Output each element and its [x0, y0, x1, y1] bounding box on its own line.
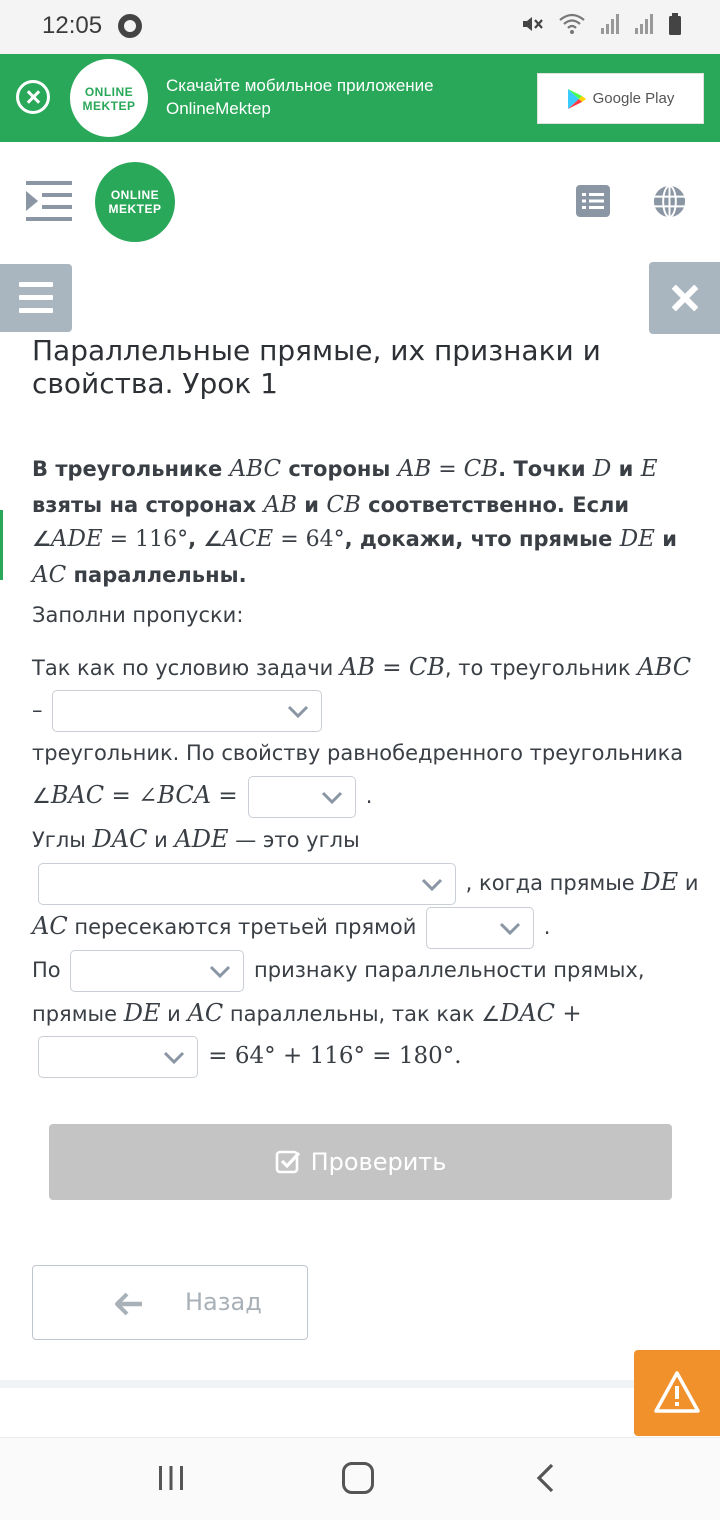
triangle-type-dropdown[interactable] [52, 690, 322, 732]
warning-icon [653, 1370, 701, 1414]
status-time: 12:05 [42, 12, 103, 39]
math-term: DAC [500, 999, 556, 1027]
math-term: D [592, 456, 612, 482]
status-bar [0, 0, 720, 54]
hamburger-icon-bar [19, 282, 53, 287]
math-term: AC [32, 912, 68, 940]
nav-back-icon[interactable] [534, 1462, 556, 1494]
math-term: ABC [637, 653, 692, 681]
math-operator: = [102, 527, 136, 552]
math-term: CB [463, 456, 499, 482]
exercise-text: и [147, 828, 175, 852]
exercise-text: . [359, 784, 373, 808]
signal-icon-1 [600, 12, 620, 36]
math-term: DAC [92, 825, 148, 853]
hamburger-icon-bar [19, 295, 53, 300]
mute-icon [520, 12, 544, 36]
chevron-down-icon [163, 1048, 185, 1066]
banner-logo [70, 59, 148, 137]
header-logo-line2: MEKTEP [108, 202, 162, 216]
math-number: 64° [305, 527, 345, 552]
home-icon[interactable] [342, 1462, 374, 1494]
banner-text-line2: OnlineMektep [166, 99, 271, 118]
report-problem-button[interactable] [634, 1350, 720, 1436]
banner-logo-line1: ONLINE [84, 85, 134, 99]
task-text: и [611, 457, 641, 481]
math-term: AB [397, 456, 432, 482]
banner-close-icon[interactable] [16, 80, 50, 114]
math-term: DE [641, 868, 679, 896]
chevron-down-icon [287, 702, 309, 720]
header-logo[interactable] [95, 162, 175, 242]
exercise-text: – [32, 698, 50, 722]
arrow-left-icon [115, 1292, 143, 1316]
exercise-text: . [454, 1043, 462, 1069]
google-play-label: Google Play [592, 90, 675, 107]
math-operator: = [201, 1043, 235, 1069]
math-operator: = [211, 783, 246, 809]
status-icons [520, 12, 682, 36]
chevron-down-icon [499, 919, 521, 937]
angle-value-dropdown[interactable] [248, 776, 356, 818]
math-term: BAC [50, 781, 105, 809]
back-button[interactable] [32, 1265, 308, 1340]
task-text: , ∠ [188, 527, 223, 551]
list-icon[interactable] [576, 185, 610, 217]
math-operator: = [273, 527, 306, 552]
task-text: соответственно. Если ∠ [32, 492, 630, 551]
exercise-text: треугольник. По свойству равнобедренного треугольника ∠ [32, 741, 684, 808]
system-navigation-bar [0, 1437, 720, 1520]
task-text: параллельны. [66, 562, 247, 587]
task-text: и [297, 492, 327, 517]
checkbox-checked-icon [275, 1149, 301, 1175]
chevron-down-icon [421, 875, 443, 893]
math-term: DE [619, 526, 655, 552]
math-term: AB [263, 491, 297, 518]
task-text: В треугольнике [32, 457, 230, 481]
battery-icon [668, 12, 682, 36]
angle-sum-dropdown[interactable] [38, 1036, 198, 1078]
google-play-icon [567, 88, 587, 110]
app-download-banner [0, 54, 720, 142]
exercise-text: признаку параллельности прямых, прямые [32, 958, 645, 1026]
back-button-label: Назад [185, 1288, 262, 1316]
exercise-text: и [678, 871, 699, 895]
close-icon[interactable] [649, 262, 720, 334]
math-term: AB [340, 653, 375, 681]
fill-in-exercise [32, 646, 702, 1078]
header-logo-line1: ONLINE [110, 188, 160, 202]
check-button[interactable] [49, 1124, 672, 1200]
task-text: . Точки [498, 457, 593, 481]
menu-collapse-icon[interactable] [26, 180, 72, 222]
math-term: CB [408, 653, 445, 681]
exercise-text: пересекаются третьей прямой [67, 915, 424, 939]
criterion-dropdown[interactable] [70, 950, 244, 992]
lesson-title: Параллельные прямые, их признаки и свойства. Урок 1 [32, 334, 601, 400]
math-term: ADE [50, 526, 103, 552]
math-term: AC [32, 561, 67, 588]
exercise-text: , то треугольник [444, 656, 638, 680]
exercise-text: и [160, 1002, 188, 1026]
left-accent-bar [0, 510, 3, 580]
math-number: 64° + 116° = 180° [234, 1043, 455, 1069]
hamburger-icon-bar [19, 308, 53, 313]
recents-icon[interactable] [157, 1465, 185, 1491]
math-term: ADE [174, 825, 229, 853]
app-notification-icon [118, 14, 142, 38]
math-operator: = [374, 655, 409, 681]
banner-logo-line2: MEKTEP [82, 99, 136, 113]
angle-type-dropdown[interactable] [38, 863, 456, 905]
exercise-text: — это углы [228, 828, 360, 852]
chevron-down-icon [321, 788, 343, 806]
exercise-text: параллельны, так как ∠ [223, 1002, 501, 1026]
math-term: E [640, 456, 658, 482]
math-term: AC [187, 999, 224, 1027]
math-term: ACE [222, 526, 274, 552]
task-statement [32, 452, 702, 592]
math-operator: + [555, 1001, 582, 1027]
math-term: CB [326, 491, 361, 518]
math-term: BCA [157, 781, 212, 809]
signal-icon-2 [634, 12, 654, 36]
math-term: ABC [229, 456, 282, 482]
google-play-button[interactable] [537, 73, 704, 124]
exercise-text: . [537, 915, 551, 939]
wifi-icon [558, 12, 586, 36]
transversal-dropdown[interactable] [426, 907, 534, 949]
exercise-text: По [32, 958, 68, 982]
chevron-down-icon [209, 962, 231, 980]
exercise-text: Углы [32, 828, 93, 852]
side-menu-button[interactable] [0, 264, 72, 332]
math-term: DE [123, 999, 161, 1027]
math-operator: = ∠ [104, 783, 158, 809]
banner-text [166, 74, 434, 120]
banner-text-line1: Скачайте мобильное приложение [166, 76, 434, 95]
check-button-label: Проверить [310, 1148, 447, 1176]
task-text: взяты на сторонах [32, 492, 264, 517]
content-bottom-divider [0, 1380, 640, 1388]
task-text: стороны [281, 457, 398, 481]
math-operator: = [431, 457, 464, 482]
globe-icon[interactable] [652, 184, 687, 219]
task-text: и [654, 527, 677, 551]
math-number: 116° [135, 527, 189, 552]
instruction: Заполни пропуски: [32, 603, 244, 627]
exercise-text: Так как по условию задачи [32, 656, 340, 680]
task-text: , докажи, что прямые [344, 527, 620, 551]
exercise-text: , когда прямые [459, 871, 642, 895]
